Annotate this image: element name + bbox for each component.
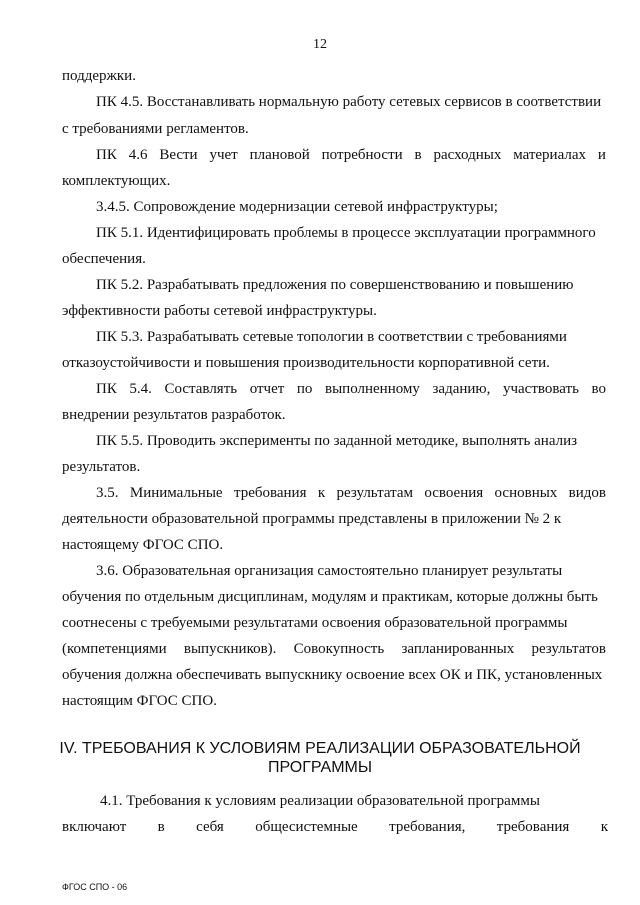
word: потребности — [321, 147, 403, 163]
word: в — [414, 147, 422, 163]
word: расходных — [433, 147, 502, 163]
justified-line — [96, 484, 606, 502]
word: 4.6 — [128, 147, 148, 163]
justified-line — [96, 146, 606, 164]
justified-line — [62, 818, 608, 836]
word: требования — [496, 819, 570, 835]
text-line: обеспечения. — [62, 251, 146, 267]
word: Минимальные — [129, 485, 223, 501]
text-line: настоящему ФГОС СПО. — [62, 537, 224, 553]
word: результатов — [531, 641, 606, 657]
text-line: ПК 5.1. Идентифицировать проблемы в процессе эксплуатации программного — [96, 225, 596, 241]
text-line: ПК 5.3. Разрабатывать сетевые топологии в соответствии с требованиями — [96, 329, 567, 345]
justified-line — [96, 380, 606, 398]
word: видов — [568, 485, 606, 501]
word: Вести — [159, 147, 198, 163]
word: включают — [62, 819, 127, 835]
word: учет — [209, 147, 238, 163]
word: освоения — [424, 485, 484, 501]
word: отчет — [249, 381, 285, 397]
word: материалах — [513, 147, 587, 163]
word: во — [591, 381, 606, 397]
word: выпускников). — [183, 641, 277, 657]
word: результатам — [336, 485, 413, 501]
word: и — [597, 147, 606, 163]
word: 3.5. — [96, 485, 119, 501]
word: (компетенциями — [62, 641, 167, 657]
word: 5.4. — [129, 381, 152, 397]
word: плановой — [249, 147, 310, 163]
word: заданию, — [432, 381, 491, 397]
word: выполненному — [325, 381, 420, 397]
text-line: деятельности образовательной программы представлены в приложении № 2 к — [62, 511, 562, 527]
text-line: результатов. — [62, 459, 141, 475]
word: общесистемные — [255, 819, 358, 835]
word: ПК — [96, 381, 117, 397]
text-line: настоящим ФГОС СПО. — [62, 693, 217, 709]
word: к — [600, 819, 608, 835]
text-line: эффективности работы сетевой инфраструктуры. — [62, 303, 377, 319]
footer-label: ФГОС СПО - 06 — [62, 882, 128, 892]
word: в — [157, 819, 165, 835]
word: Составлять — [164, 381, 238, 397]
word: основных — [494, 485, 558, 501]
text-line: с требованиями регламентов. — [62, 121, 249, 137]
section-heading: ПРОГРАММЫ — [267, 759, 373, 776]
word: к — [317, 485, 326, 501]
section-heading: IV. ТРЕБОВАНИЯ К УСЛОВИЯМ РЕАЛИЗАЦИИ ОБРАЗОВАТЕЛЬНОЙ — [59, 740, 581, 757]
word: запланированных — [401, 641, 515, 657]
word: по — [296, 381, 313, 397]
text-line: обучения должна обеспечивать выпускнику освоение всех ОК и ПК, установленных — [62, 667, 603, 683]
justified-line — [62, 640, 606, 658]
text-line: поддержки. — [62, 68, 136, 84]
text-line: внедрении результатов разработок. — [62, 407, 286, 423]
word: себя — [196, 819, 224, 835]
text-line: 3.4.5. Сопровождение модернизации сетевой инфраструктуры; — [96, 199, 498, 215]
text-line: ПК 5.5. Проводить эксперименты по заданной методике, выполнять анализ — [96, 433, 578, 449]
text-line: обучения по отдельным дисциплинам, модулям и практикам, которые должны быть — [62, 589, 598, 605]
word: Совокупность — [293, 641, 385, 657]
word: участвовать — [502, 381, 579, 397]
word: требования, — [389, 819, 466, 835]
text-line: соотнесены с требуемыми результатами освоения образовательной программы — [62, 615, 568, 631]
text-line: ПК 4.5. Восстанавливать нормальную работу сетевых сервисов в соответствии — [96, 94, 602, 110]
text-line: отказоустойчивости и повышения производительности корпоративной сети. — [62, 355, 550, 371]
text-line: 4.1. Требования к условиям реализации образовательной программы — [100, 793, 540, 809]
text-line: 3.6. Образовательная организация самостоятельно планирует результаты — [96, 563, 563, 579]
word: ПК — [96, 147, 117, 163]
word: требования — [233, 485, 307, 501]
text-line: комплектующих. — [62, 173, 171, 189]
page-number: 12 — [313, 37, 327, 52]
text-line: ПК 5.2. Разрабатывать предложения по совершенствованию и повышению — [96, 277, 574, 293]
